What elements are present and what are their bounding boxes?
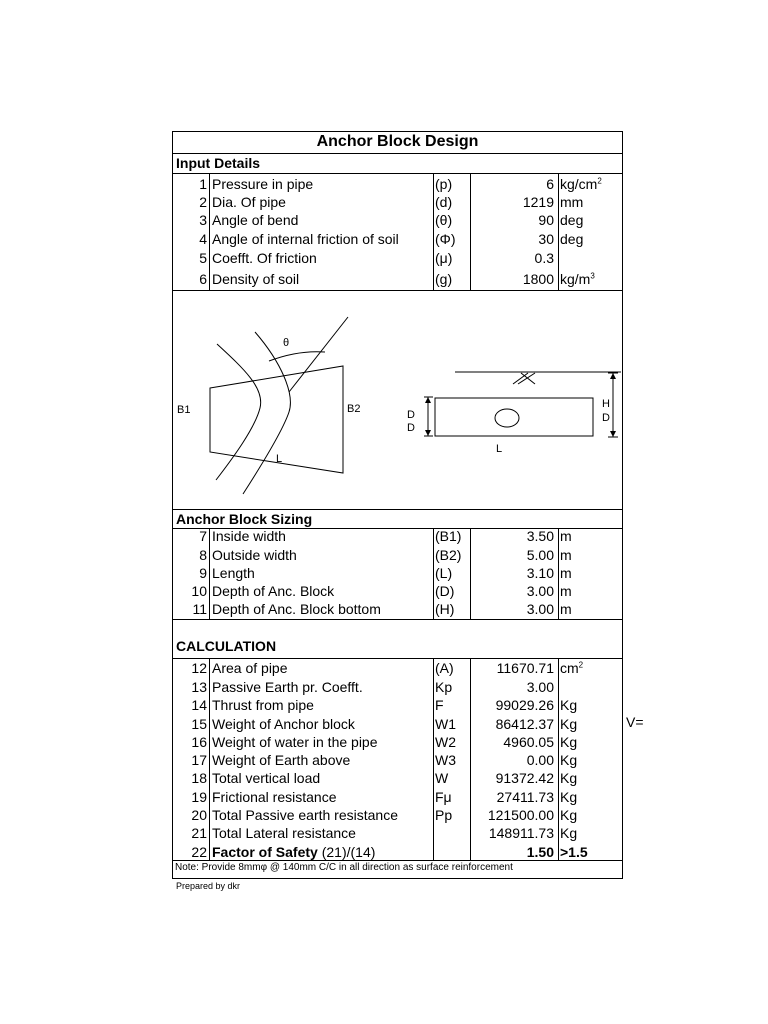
row-value: 0.3 [534, 250, 554, 266]
col-rule [209, 658, 210, 860]
row-number: 22 [191, 844, 207, 860]
row-label: Thrust from pipe [212, 697, 314, 713]
row-unit [560, 660, 583, 676]
col-rule [433, 658, 434, 860]
row-value: 3.50 [526, 528, 554, 544]
row-number: 2 [199, 194, 207, 210]
theta-label: θ [283, 337, 290, 349]
row-unit: mm [560, 194, 584, 210]
calculation-section-heading: CALCULATION [176, 638, 277, 654]
unit-superscript: 2 [597, 176, 602, 186]
anchor-block-diagram [173, 290, 622, 509]
row-value: 1219 [522, 194, 554, 210]
row-symbol: (B2) [435, 547, 462, 563]
row-label: Total vertical load [212, 770, 321, 786]
row-number: 5 [199, 250, 207, 266]
row-value: 86412.37 [495, 716, 554, 732]
row-symbol: (L) [435, 565, 453, 581]
height-label-bottom: D [602, 412, 610, 424]
row-unit: deg [560, 231, 584, 247]
row-symbol: (d) [435, 194, 453, 210]
row-symbol: W3 [435, 752, 456, 768]
row-symbol: Pp [435, 807, 453, 823]
row-value: 90 [538, 212, 554, 228]
side-text: V= [626, 714, 644, 730]
row-number: 14 [191, 697, 207, 713]
col-rule [558, 658, 559, 860]
height-label-top: H [602, 398, 610, 410]
input-section-heading: Input Details [176, 155, 261, 171]
unit-superscript: 2 [578, 660, 584, 670]
row-value: 99029.26 [495, 697, 554, 713]
rule [173, 658, 622, 659]
row-symbol: (Φ) [435, 231, 456, 247]
row-number: 18 [191, 770, 207, 786]
unit-text: kg/cm [560, 176, 598, 192]
row-value: 27411.73 [496, 789, 554, 805]
rule [173, 860, 622, 861]
row-value: 3.00 [526, 583, 554, 599]
depth-label-bottom: D [407, 422, 415, 434]
row-value: 3.10 [526, 565, 554, 581]
col-rule [433, 528, 434, 619]
col-rule [433, 173, 434, 290]
row-label: Total Lateral resistance [212, 825, 356, 841]
row-unit: Kg [560, 807, 578, 823]
row-symbol: F [435, 697, 444, 713]
row-unit: Kg [560, 734, 578, 750]
row-unit: m [560, 547, 572, 563]
row-label: Depth of Anc. Block bottom [212, 601, 381, 617]
col-rule [470, 528, 471, 619]
row-value: 148911.73 [488, 825, 554, 841]
pipe-inner-curve [216, 344, 261, 480]
rule [173, 153, 622, 154]
row-unit [560, 176, 602, 192]
row-label: Passive Earth pr. Coefft. [212, 679, 363, 695]
prepared-by: Prepared by dkr [176, 881, 241, 891]
pipe-leg [289, 317, 348, 392]
row-value: 6 [546, 176, 554, 192]
unit-text: kg/m [560, 271, 591, 287]
b2-label: B2 [347, 403, 361, 415]
row-symbol: W1 [435, 716, 456, 732]
row-unit: Kg [560, 825, 578, 841]
b1-label: B1 [177, 404, 191, 416]
row-number: 12 [191, 660, 207, 676]
row-number: 8 [199, 547, 207, 563]
pipe-section [495, 409, 519, 427]
row-value: 91372.42 [495, 770, 554, 786]
row-unit [560, 271, 595, 287]
anchor-block-sheet [172, 131, 623, 879]
row-label: Depth of Anc. Block [212, 583, 335, 599]
row-unit: Kg [560, 697, 578, 713]
col-rule [209, 528, 210, 619]
col-rule [209, 173, 210, 290]
row-number: 21 [191, 825, 207, 841]
row-label: Area of pipe [212, 660, 288, 676]
rule [173, 173, 622, 174]
row-label: Weight of Anchor block [212, 716, 355, 732]
col-rule [558, 173, 559, 290]
row-symbol: (p) [435, 176, 453, 192]
row-symbol: (μ) [435, 250, 453, 266]
row-number: 17 [191, 752, 207, 768]
sizing-section-heading: Anchor Block Sizing [176, 511, 313, 527]
depth-label-top: D [407, 409, 415, 421]
row-label: Angle of bend [212, 212, 299, 228]
row-number: 19 [191, 789, 207, 805]
row-unit: m [560, 601, 572, 617]
col-rule [470, 658, 471, 860]
row-number: 13 [191, 679, 207, 695]
row-unit: m [560, 528, 572, 544]
row-number: 10 [191, 583, 207, 599]
row-label: Outside width [212, 547, 297, 563]
row-symbol: Fμ [435, 789, 452, 805]
reinforcement-note: Note: Provide 8mmφ @ 140mm C/C in all direction as surface reinforcement [175, 862, 513, 873]
row-value: 121500.00 [487, 807, 554, 823]
row-label: Density of soil [212, 271, 300, 287]
length-label-section: L [496, 443, 503, 455]
row-label: Total Passive earth resistance [212, 807, 398, 823]
row-unit: Kg [560, 789, 578, 805]
row-unit: Kg [560, 752, 578, 768]
row-symbol: W2 [435, 734, 456, 750]
row-number: 11 [192, 601, 207, 617]
row-label: Weight of water in the pipe [212, 734, 378, 750]
row-label: Pressure in pipe [212, 176, 314, 192]
row-symbol: (B1) [435, 528, 462, 544]
row-symbol: Kp [435, 679, 453, 695]
anchor-block-section [435, 398, 593, 436]
row-label: Coefft. Of friction [212, 250, 317, 266]
unit-text: cm [560, 660, 579, 676]
row-unit: m [560, 565, 572, 581]
row-value: 11670.71 [496, 660, 554, 676]
row-number: 4 [199, 231, 207, 247]
row-label: Angle of internal friction of soil [212, 231, 399, 247]
row-number: 20 [191, 807, 207, 823]
row-unit: Kg [560, 770, 578, 786]
row-unit: deg [560, 212, 584, 228]
row-symbol: (g) [435, 271, 453, 287]
row-value: 30 [538, 231, 554, 247]
unit-superscript: 3 [590, 271, 595, 281]
safety-label: Factor of Safety [212, 844, 318, 860]
rule [173, 619, 622, 620]
row-label: Frictional resistance [212, 789, 337, 805]
page-title: Anchor Block Design [316, 133, 479, 150]
safety-formula: (21)/(14) [321, 844, 376, 860]
col-rule [558, 528, 559, 619]
row-unit: m [560, 583, 572, 599]
row-number: 7 [199, 528, 207, 544]
row-number: 3 [199, 212, 207, 228]
row-number: 9 [199, 565, 207, 581]
row-number: 1 [199, 176, 207, 192]
row-number: 15 [191, 716, 207, 732]
length-label-plan: L [276, 453, 283, 465]
row-value: 4960.05 [503, 734, 554, 750]
safety-value: 1.50 [526, 844, 554, 860]
row-value: 0.00 [526, 752, 554, 768]
row-value: 3.00 [526, 679, 554, 695]
rule [173, 509, 622, 510]
row-symbol: W [435, 770, 449, 786]
row-unit: Kg [560, 716, 578, 732]
row-label: Inside width [212, 528, 286, 544]
row-value: 1800 [522, 271, 554, 287]
row-symbol: (A) [435, 660, 454, 676]
safety-requirement: >1.5 [560, 844, 588, 860]
row-value: 5.00 [526, 547, 554, 563]
col-rule [470, 173, 471, 290]
row-symbol: (θ) [435, 212, 453, 228]
row-number: 16 [191, 734, 207, 750]
row-symbol: (D) [435, 583, 455, 599]
row-label [212, 844, 375, 860]
row-label: Length [212, 565, 255, 581]
row-label: Weight of Earth above [212, 752, 351, 768]
row-value: 3.00 [526, 601, 554, 617]
row-symbol: (H) [435, 601, 455, 617]
row-number: 6 [199, 271, 207, 287]
row-label: Dia. Of pipe [212, 194, 286, 210]
